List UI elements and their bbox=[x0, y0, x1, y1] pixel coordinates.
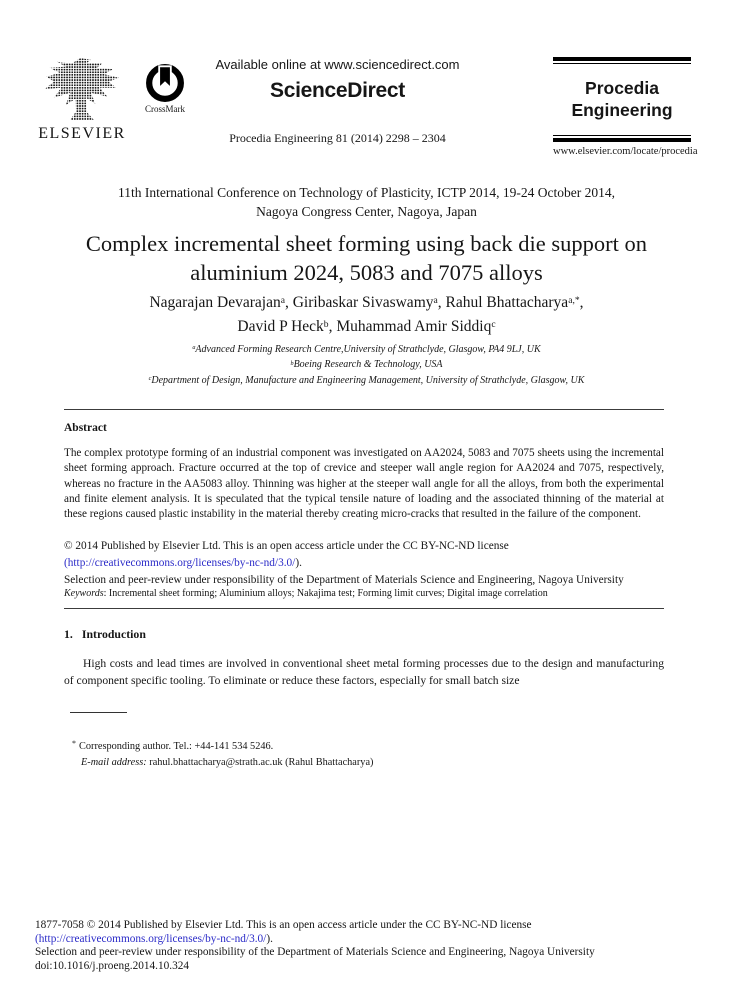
conference-line2: Nagoya Congress Center, Nagoya, Japan bbox=[256, 204, 477, 219]
keywords-line bbox=[64, 588, 664, 599]
corresponding-author-footnote bbox=[72, 739, 552, 770]
footer-peer-review-line: Selection and peer-review under responsibility of the Department of Materials Science and Engineering, Nagoya University bbox=[35, 946, 595, 959]
author-affil-sup: a bbox=[433, 294, 438, 306]
footer-license-link[interactable]: (http://creativecommons.org/licenses/by-nc-nd/3.0/ bbox=[35, 932, 267, 945]
affiliation-b: $^b$Boeing Research & Technology, USA bbox=[290, 359, 443, 371]
keywords-label: Keywords bbox=[64, 588, 104, 599]
crossmark-label: CrossMark bbox=[145, 104, 185, 114]
introduction-paragraph: High costs and lead times are involved in conventional sheet metal forming processes due to the design and manufacturing of component specific tooling. To eliminate or reduce these factors, especially for small batch size bbox=[64, 657, 664, 687]
journal-locate-url: www.elsevier.com/locate/procedia bbox=[553, 146, 698, 157]
author-line2: David P Heck$^b$, Muhammad Amir Siddiq$^c$ bbox=[237, 318, 496, 335]
abstract-heading: Abstract bbox=[64, 422, 107, 434]
journal-name bbox=[553, 64, 691, 135]
copyright-line: © 2014 Published by Elsevier Ltd. This is an open access article under the CC BY-NC-ND license bbox=[64, 540, 509, 552]
footer-license-url-line: (http://creativecommons.org/licenses/by-nc-nd/3.0/). bbox=[35, 932, 273, 945]
paper-title-line2: aluminium 2024, 5083 and 7075 alloys bbox=[190, 260, 543, 285]
author-affil-sup: b bbox=[323, 318, 329, 330]
abstract-text: The complex prototype forming of an industrial component was investigated on AA2024, 5083 and 7075 sheets using the incremental sheet forming approach. Fracture occurred at the top of crevice and steeper wall angle region for AA2024 and 7075, respectively, whereas no fracture in the AA5083 alloy. Thinning was higher at the steeper wall angle for all the alloys, from both the experimental and finite element analysis. It is speculated that the typical tensile nature of loading and the associated thinning of the material at these regions caused plastic instability in the material thereby creating micro-cracks that resulted in the failure of the component. bbox=[64, 447, 664, 521]
masthead-rule-bottom-thick bbox=[553, 138, 691, 142]
peer-review-line: Selection and peer-review under responsibility of the Department of Materials Science and Engineering, Nagoya University bbox=[64, 574, 624, 586]
journal-name-line1: Procedia bbox=[585, 78, 659, 98]
section-number: 1. bbox=[64, 627, 73, 641]
keywords-bottom-rule bbox=[64, 608, 664, 609]
journal-citation: Procedia Engineering 81 (2014) 2298 – 2304 bbox=[229, 131, 446, 145]
license-link[interactable]: (http://creativecommons.org/licenses/by-nc-nd/3.0/ bbox=[64, 557, 296, 569]
conference-line1: 11th International Conference on Technology of Plasticity, ICTP 2014, 19-24 October 2014, bbox=[117, 185, 616, 200]
paper-title bbox=[40, 229, 693, 287]
footer-issn-line: 1877-7058 © 2014 Published by Elsevier Ltd. This is an open access article under the CC BY-NC-ND license bbox=[35, 919, 532, 931]
journal-name-line2: Engineering bbox=[571, 100, 673, 120]
journal-masthead bbox=[553, 57, 698, 157]
footnote-tel-line: * Corresponding author. Tel.: +44-141 534 5246. bbox=[72, 739, 274, 752]
available-online-text: Available online at www.sciencedirect.com bbox=[215, 57, 460, 72]
footer-doi-line: doi:10.1016/j.proeng.2014.10.324 bbox=[35, 959, 190, 972]
author-affil-sup: a bbox=[280, 294, 285, 306]
masthead-rule-top-thick bbox=[553, 57, 691, 61]
section-title: Introduction bbox=[81, 627, 146, 641]
crossmark-badge[interactable] bbox=[137, 63, 193, 114]
paper-title-line1: Complex incremental sheet forming using back die support on bbox=[85, 231, 648, 256]
conference-title bbox=[40, 183, 693, 221]
keywords-text: : Incremental sheet forming; Aluminium alloys; Nakajima test; Forming limit curves; Digital image correlation bbox=[103, 588, 548, 599]
email-value: rahul.bhattacharya@strath.ac.uk (Rahul Bhattacharya) bbox=[146, 756, 374, 768]
affiliation-a: $^a$Advanced Forming Research Centre,University of Strathclyde, Glasgow, PA4 9LJ, UK bbox=[192, 344, 541, 355]
license-block bbox=[64, 538, 664, 589]
author-line1: Nagarajan Devarajan$^a$, Giribaskar Sivaswamy$^a$, Rahul Bhattacharya$^{a,*}$, bbox=[149, 294, 584, 311]
crossmark-icon bbox=[145, 63, 185, 103]
author-affil-sup: a,* bbox=[568, 294, 580, 306]
masthead-rule-bottom-thin bbox=[553, 135, 691, 136]
page-footer bbox=[35, 919, 710, 973]
section-heading-introduction bbox=[64, 627, 146, 642]
abstract-top-rule bbox=[64, 409, 664, 410]
license-url-line: (http://creativecommons.org/licenses/by-nc-nd/3.0/). bbox=[64, 557, 302, 569]
affiliation-c: $^c$Department of Design, Manufacture and Engineering Management, University of Strathclyde, Glasgow, UK bbox=[148, 374, 585, 386]
author-affil-sup: c bbox=[491, 318, 496, 330]
footnote-email-line bbox=[72, 755, 552, 771]
elsevier-tree-icon bbox=[45, 58, 119, 120]
email-label: E-mail address: bbox=[81, 756, 147, 768]
elsevier-logo-label: ELSEVIER bbox=[38, 125, 126, 142]
header-center bbox=[200, 57, 475, 146]
elsevier-logo bbox=[38, 58, 126, 143]
footnote-asterisk: * bbox=[72, 739, 76, 748]
affiliation-list bbox=[40, 343, 693, 389]
sciencedirect-logo: ScienceDirect bbox=[269, 79, 405, 102]
author-list bbox=[40, 292, 693, 340]
footnote-rule bbox=[70, 712, 127, 713]
